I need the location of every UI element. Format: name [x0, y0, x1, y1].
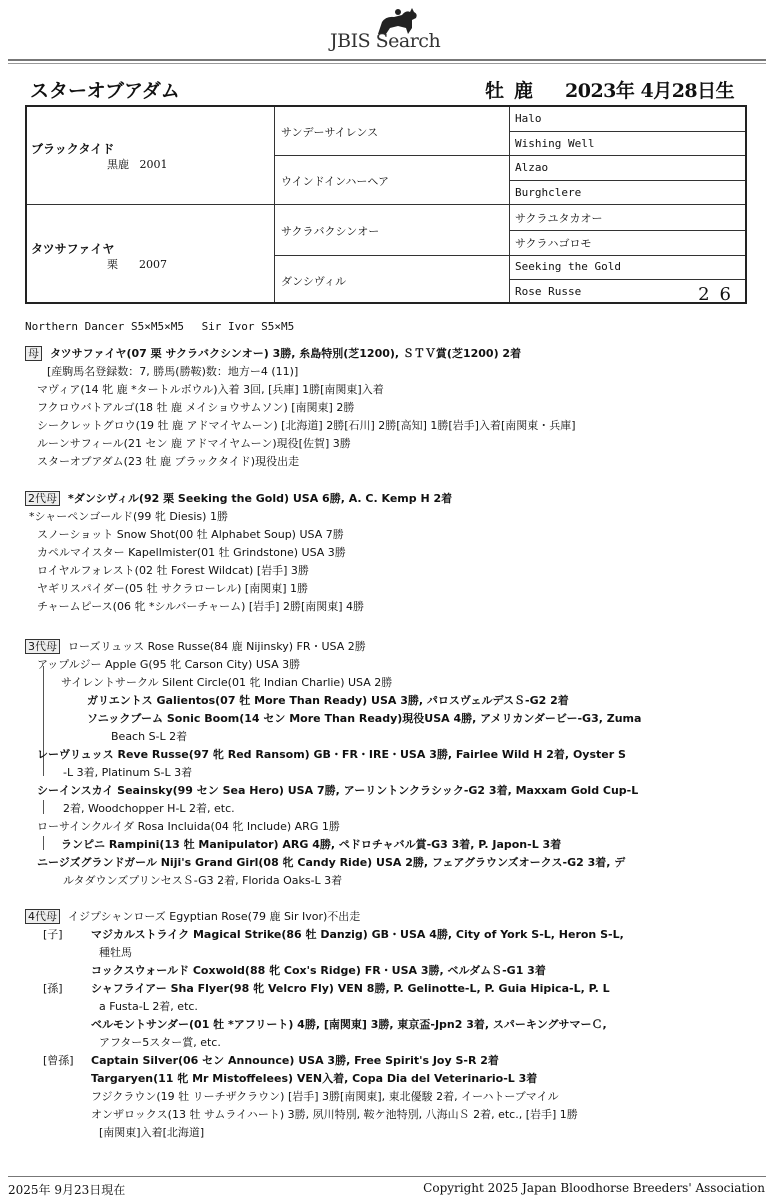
ggp-5[interactable]: サクラユタカオー — [515, 212, 603, 225]
list-item: アップルジー Apple G(95 牝 Carson City) USA 3勝 — [37, 658, 301, 671]
offspring-summary: [産駒馬名登録数：7, 勝馬(勝鞍)数：地方ー4 (11)] — [47, 365, 299, 378]
list-item: シャフライアー Sha Flyer(98 牝 Velcro Fly) VEN 8勝, P. Gelinotte-L, P. Guia Hipica-L, P. L — [91, 982, 610, 995]
ggp-3[interactable]: Alzao — [515, 161, 549, 174]
list-item: ニージズグランドガール Niji's Grand Girl(08 牝 Candy Ride) USA 2勝, フェアグラウンズオークス-G2 3着, デ — [37, 856, 626, 869]
horse-title-row — [30, 76, 750, 104]
ggp-2[interactable]: Wishing Well — [515, 137, 595, 150]
fourth-dam-line: イジプシャンローズ Egyptian Rose(79 鹿 Sir Ivor)不出走 — [68, 910, 361, 923]
header-rule-thin — [8, 63, 766, 64]
horse-name: スターオブアダム — [30, 80, 180, 102]
section-tag-dam: 母 — [25, 346, 42, 361]
list-item: ランピニ Rampini(13 牡 Manipulator) ARG 4勝, ペドロチャバル賞-G3 3着, P. Japon-L 3着 — [61, 838, 562, 851]
fourth-dam-section — [25, 908, 765, 1148]
generation-label: [子] — [43, 928, 63, 941]
ggp-4[interactable]: Burghclere — [515, 186, 582, 199]
list-item-cont: 種牡馬 — [99, 946, 132, 959]
list-item-cont: -L 3着, Platinum S-L 3着 — [63, 766, 193, 779]
generation-label: [孫] — [43, 982, 63, 995]
jbis-logo[interactable] — [300, 6, 475, 54]
list-item-cont: a Fusta-L 2着, etc. — [99, 1000, 198, 1013]
list-item: フジクラウン(19 牡 リーチザクラウン) [岩手] 3勝[南関東], 東北優駿 2着, イーハトーブマイル — [91, 1090, 559, 1103]
inbreeding-crosses: Northern Dancer S5×M5×M5 Sir Ivor S5×M5 — [25, 320, 295, 333]
list-item: レーヴリュッス Reve Russe(97 牝 Red Ransom) GB・FR・IRE・USA 3勝, Fairlee Wild H 2着, Oyster S — [37, 748, 626, 761]
list-item-cont: アフター5スター賞, etc. — [99, 1036, 221, 1049]
list-item: オンザロックス(13 牡 サムライハート) 3勝, 夙川特別, 鞍ケ池特別, 八海山Ｓ 2着, etc., [岩手] 1勝 — [91, 1108, 578, 1121]
sire-sire-name[interactable]: サンデーサイレンス — [281, 126, 379, 139]
section-tag-g4: 4代母 — [25, 909, 60, 924]
list-item: ソニックブーム Sonic Boom(14 セン More Than Ready)現役USA 4勝, アメリカンダービー-G3, Zuma — [87, 712, 642, 725]
list-item-cont: Beach S-L 2着 — [111, 730, 188, 743]
list-item: マジカルストライク Magical Strike(86 牡 Danzig) GB・USA 4勝, City of York S-L, Heron S-L, — [91, 928, 624, 941]
pedigree-code: 26 — [698, 284, 741, 305]
ggp-8[interactable]: Rose Russe — [515, 285, 582, 298]
second-dam-section — [25, 490, 765, 620]
list-item: ロイヤルフォレスト(02 牡 Forest Wildcat) [岩手] 3勝 — [37, 564, 309, 577]
ggp-6[interactable]: サクラハゴロモ — [515, 237, 592, 250]
sire-info: 黒鹿 2001 — [107, 158, 168, 171]
list-item: Targaryen(11 牝 Mr Mistoffelees) VEN入着, Copa Dia del Veterinario-L 3着 — [91, 1072, 538, 1085]
ggp-1[interactable]: Halo — [515, 112, 542, 125]
third-dam-section — [25, 638, 765, 890]
list-item: スノーショット Snow Shot(00 牡 Alphabet Soup) USA 7勝 — [37, 528, 344, 541]
sire-name[interactable]: ブラックタイド — [31, 142, 115, 156]
list-item: ローサインクルイダ Rosa Incluida(04 牝 Include) ARG 1勝 — [37, 820, 340, 833]
list-item: ベルモントサンダー(01 牡 *アフリート) 4勝, [南関東] 3勝, 東京盃-Jpn2 3着, スパーキングサマーＣ, — [91, 1018, 607, 1031]
footer-date: 2025年 9月23日現在 — [8, 1183, 126, 1197]
list-item-cont: [南関東]入着[北海道] — [99, 1126, 205, 1139]
list-item: マヴィア(14 牝 鹿 *タートルボウル)入着 3回, [兵庫] 1勝[南関東]入着 — [37, 383, 384, 396]
footer-rule — [8, 1176, 766, 1177]
dam-name[interactable]: タツサファイヤ — [31, 242, 115, 256]
list-item: シーインスカイ Seainsky(99 セン Sea Hero) USA 7勝, アーリントンクラシック-G2 3着, Maxxam Gold Cup-L — [37, 784, 639, 797]
header-rule — [8, 59, 766, 61]
ggp-7[interactable]: Seeking the Gold — [515, 260, 621, 273]
dam-dam-name[interactable]: ダンシヴィル — [281, 275, 347, 288]
dam-line: タツサファイヤ(07 栗 サクラバクシンオー) 3勝, 糸島特別(芝1200), ＳＴＶ賞(芝1200) 2着 — [50, 347, 522, 360]
list-item: *シャーペンゴールド(99 牝 Diesis) 1勝 — [29, 510, 228, 523]
sire-dam-name[interactable]: ウインドインハーヘア — [281, 175, 390, 188]
dam-section — [25, 345, 765, 475]
list-item-cont: ルタダウンズプリンセスＳ-G3 2着, Florida Oaks-L 3着 — [63, 874, 343, 887]
list-item: コックスウォールド Coxwold(88 牝 Cox's Ridge) FR・USA 3勝, ベルダムＳ-G1 3着 — [91, 964, 546, 977]
horse-birth-date: 2023年 4月28日生 — [565, 80, 735, 102]
list-item: ヤギリスパイダー(05 牡 サクラローレル) [南関東] 1勝 — [37, 582, 308, 595]
second-dam-line: *ダンシヴィル(92 栗 Seeking the Gold) USA 6勝, A. C. Kemp H 2着 — [68, 492, 453, 505]
pedigree-table — [25, 105, 747, 304]
list-item: ルーンサフィール(21 セン 鹿 アドマイヤムーン)現役[佐賀] 3勝 — [37, 437, 351, 450]
dam-info: 栗 2007 — [107, 258, 167, 271]
dam-sire-name[interactable]: サクラバクシンオー — [281, 225, 380, 238]
list-item: サイレントサークル Silent Circle(01 牝 Indian Charlie) USA 2勝 — [61, 676, 393, 689]
third-dam-line: ローズリュッス Rose Russe(84 鹿 Nijinsky) FR・USA 2勝 — [68, 640, 366, 653]
list-item: チャームピース(06 牝 *シルバーチャーム) [岩手] 2勝[南関東] 4勝 — [37, 600, 365, 613]
section-tag-g2: 2代母 — [25, 491, 60, 506]
list-item-cont: 2着, Woodchopper H-L 2着, etc. — [63, 802, 235, 815]
horse-sex-color: 牡鹿 — [485, 80, 544, 102]
list-item: フクロウバトアルゴ(18 牡 鹿 メイショウサムソン) [南関東] 2勝 — [37, 401, 355, 414]
section-tag-g3: 3代母 — [25, 639, 60, 654]
footer-copyright: Copyright 2025 Japan Bloodhorse Breeders' Association — [423, 1181, 765, 1195]
list-item: シークレットグロウ(19 牡 鹿 アドマイヤムーン) [北海道] 2勝[石川] 2勝[高知] 1勝[岩手]入着[南関東・兵庫] — [37, 419, 576, 432]
list-item: ガリエントス Galientos(07 牡 More Than Ready) USA 3勝, パロスヴェルデスＳ-G2 2着 — [87, 694, 569, 707]
list-item: スターオブアダム(23 牡 鹿 ブラックタイド)現役出走 — [37, 455, 300, 468]
list-item: カペルマイスター Kapellmister(01 牡 Grindstone) USA 3勝 — [37, 546, 346, 559]
logo-text: JBIS Search — [330, 30, 441, 52]
generation-label: [曾孫] — [43, 1054, 74, 1067]
list-item: Captain Silver(06 セン Announce) USA 3勝, Free Spirit's Joy S-R 2着 — [91, 1054, 499, 1067]
